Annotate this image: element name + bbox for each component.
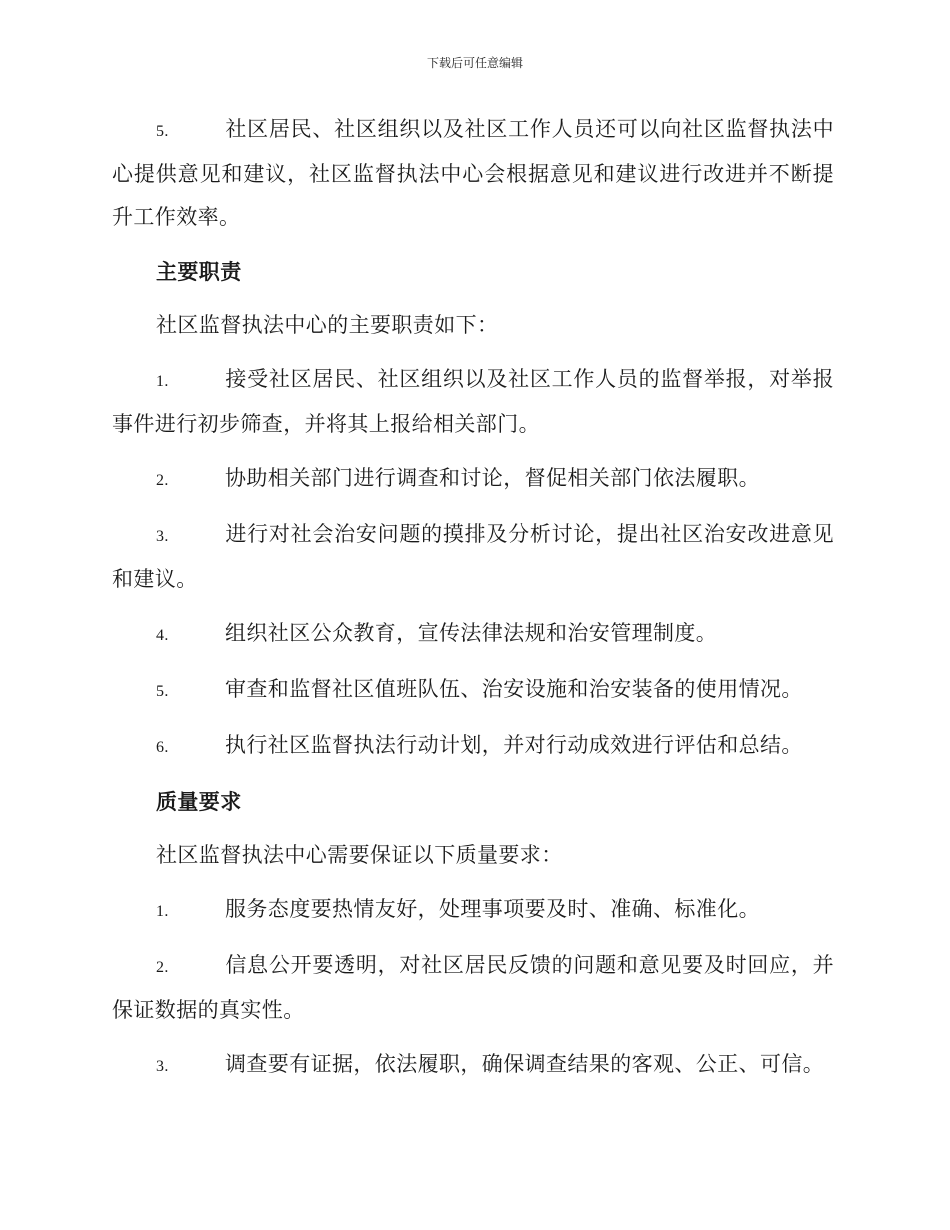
- list-item-number: 3.: [156, 528, 169, 545]
- document-body: [112, 108, 834, 1099]
- list-item: [112, 612, 834, 657]
- section-heading-main-duties: 主要职责: [156, 259, 242, 284]
- list-item-number: 5.: [156, 123, 169, 140]
- list-item-number: 5.: [156, 683, 169, 700]
- list-item-text: 社区居民、社区组织以及社区工作人员还可以向社区监督执法中心提供意见和建议，社区监督执法中心会根据意见和建议进行改进并不断提升工作效率。: [112, 117, 834, 229]
- list-item: [112, 724, 834, 769]
- list-item-number: 6.: [156, 739, 169, 756]
- list-item-number: 2.: [156, 472, 169, 489]
- list-item-text: 组织社区公众教育，宣传法律法规和治安管理制度。: [225, 621, 718, 645]
- list-item-text: 协助相关部门进行调查和讨论，督促相关部门依法履职。: [225, 466, 760, 490]
- section-lead-paragraph: 社区监督执法中心的主要职责如下：: [156, 313, 499, 337]
- list-item-number: 4.: [156, 627, 169, 644]
- list-item: [112, 1043, 834, 1088]
- list-item: [112, 358, 834, 446]
- list-item-text: 调查要有证据，依法履职，确保调查结果的客观、公正、可信。: [225, 1052, 825, 1076]
- list-item: [112, 668, 834, 713]
- list-item-number: 2.: [156, 959, 169, 976]
- list-item: [112, 888, 834, 933]
- list-item: [112, 944, 834, 1032]
- page-header: 下载后可任意编辑: [426, 56, 523, 70]
- list-item-text: 接受社区居民、社区组织以及社区工作人员的监督举报，对举报事件进行初步筛查，并将其上报给相关部门。: [112, 367, 834, 436]
- section-lead-paragraph: 社区监督执法中心需要保证以下质量要求：: [156, 843, 563, 867]
- section-heading-quality-requirements: 质量要求: [156, 789, 242, 814]
- list-item-number: 1.: [156, 903, 169, 920]
- list-item-text: 审查和监督社区值班队伍、治安设施和治安装备的使用情况。: [225, 677, 803, 701]
- list-item-text: 执行社区监督执法行动计划，并对行动成效进行评估和总结。: [225, 733, 803, 757]
- list-item: [112, 108, 834, 239]
- list-item-text: 信息公开要透明，对社区居民反馈的问题和意见要及时回应，并保证数据的真实性。: [112, 953, 834, 1022]
- list-item: [112, 513, 834, 601]
- list-item-text: 进行对社会治安问题的摸排及分析讨论，提出社区治安改进意见和建议。: [112, 522, 834, 591]
- list-item-text: 服务态度要热情友好，处理事项要及时、准确、标准化。: [225, 897, 760, 921]
- list-item: [112, 457, 834, 502]
- list-item-number: 3.: [156, 1058, 169, 1075]
- list-item-number: 1.: [156, 373, 169, 390]
